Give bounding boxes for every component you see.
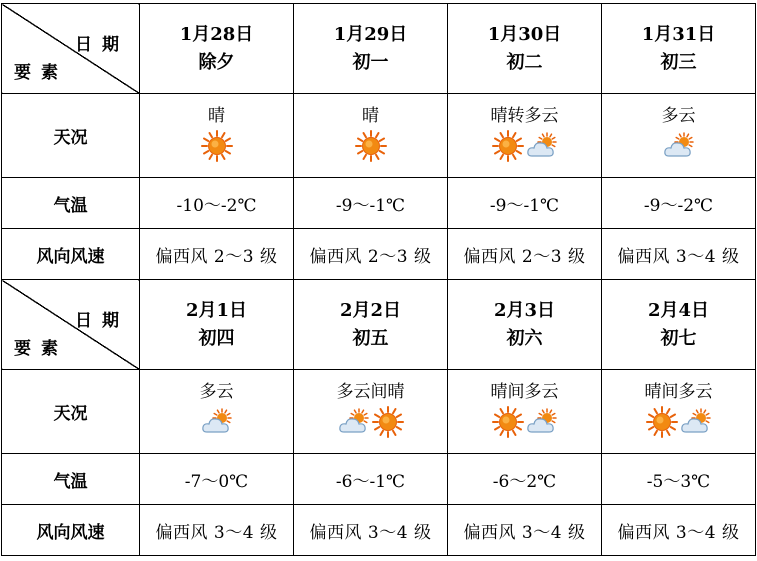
date-cell [140,280,294,370]
temperature-row-label: 气温 [2,454,140,505]
weather-icons [294,130,447,162]
sun-icon [201,130,233,162]
sun-icon [492,406,524,438]
weather-text: 多云间晴 [336,381,405,402]
wind-row [2,229,756,280]
weather-cell [294,370,448,454]
wind-cell: 偏西风 3～4 级 [448,505,602,556]
temperature-cell: -9～-1℃ [294,178,448,229]
weather-icons [448,130,601,162]
weather-row-label: 天况 [2,370,140,454]
date-text: 1月29日 [333,23,408,45]
date-cell [294,280,448,370]
wind-row-label: 风向风速 [2,229,140,280]
lunar-date-text: 除夕 [198,51,235,73]
weather-text: 晴 [208,105,225,126]
date-cell [602,280,756,370]
lunar-date-text: 初二 [506,51,543,73]
sun-icon [372,406,404,438]
weather-cell [602,94,756,178]
temperature-cell: -6～2℃ [448,454,602,505]
date-cell [448,4,602,94]
weather-row [2,370,756,454]
weather-icons [140,406,293,438]
cloud-sun-icon [526,406,558,438]
sun-icon [355,130,387,162]
date-cell [448,280,602,370]
weather-text: 多云 [199,381,234,402]
cloud-sun-icon [338,406,370,438]
temperature-cell: -7～0℃ [140,454,294,505]
weather-cell [602,370,756,454]
date-text: 1月30日 [487,23,562,45]
date-text: 2月2日 [339,299,402,321]
forecast-table [1,3,756,556]
lunar-date-text: 初五 [352,327,389,349]
date-text: 1月28日 [179,23,254,45]
element-header-label: 要素 [14,63,68,83]
date-text: 2月3日 [493,299,556,321]
lunar-date-text: 初六 [506,327,543,349]
lunar-date-text: 初四 [198,327,235,349]
element-header-label: 要素 [14,339,68,359]
wind-cell: 偏西风 3～4 级 [602,229,756,280]
cloud-sun-icon [680,406,712,438]
temperature-row [2,178,756,229]
temperature-cell: -9～-1℃ [448,178,602,229]
weather-row [2,94,756,178]
weather-icons [448,406,601,438]
wind-row-label: 风向风速 [2,505,140,556]
date-cell [602,4,756,94]
temperature-row [2,454,756,505]
lunar-date-text: 初七 [660,327,697,349]
wind-cell: 偏西风 3～4 级 [602,505,756,556]
date-header-label: 日期 [75,35,129,55]
wind-cell: 偏西风 2～3 级 [140,229,294,280]
weather-icons [140,130,293,162]
temperature-cell: -6～-1℃ [294,454,448,505]
date-cell [294,4,448,94]
sun-icon [646,406,678,438]
diagonal-header-cell [2,4,140,94]
temperature-cell: -9～-2℃ [602,178,756,229]
diagonal-header-cell [2,280,140,370]
date-text: 1月31日 [641,23,716,45]
weather-row-label: 天况 [2,94,140,178]
weather-icons [294,406,447,438]
date-cell [140,4,294,94]
cloud-sun-icon [663,130,695,162]
temperature-cell: -5～3℃ [602,454,756,505]
temperature-cell: -10～-2℃ [140,178,294,229]
weather-text: 晴 [362,105,379,126]
weather-cell [448,370,602,454]
weather-cell [140,370,294,454]
date-text: 2月4日 [647,299,710,321]
weather-text: 多云 [661,105,696,126]
lunar-date-text: 初一 [352,51,389,73]
date-row [2,4,756,94]
wind-cell: 偏西风 3～4 级 [140,505,294,556]
date-text: 2月1日 [185,299,248,321]
wind-cell: 偏西风 2～3 级 [294,229,448,280]
cloud-sun-icon [201,406,233,438]
weather-text: 晴间多云 [644,381,713,402]
weather-text: 晴转多云 [490,105,559,126]
date-row [2,280,756,370]
weather-cell [140,94,294,178]
weather-icons [602,406,755,438]
wind-row [2,505,756,556]
sun-icon [492,130,524,162]
wind-cell: 偏西风 2～3 级 [448,229,602,280]
wind-cell: 偏西风 3～4 级 [294,505,448,556]
lunar-date-text: 初三 [660,51,697,73]
weather-icons [602,130,755,162]
weather-cell [448,94,602,178]
weather-text: 晴间多云 [490,381,559,402]
cloud-sun-icon [526,130,558,162]
date-header-label: 日期 [75,311,129,331]
temperature-row-label: 气温 [2,178,140,229]
forecast-page [1,3,756,556]
weather-cell [294,94,448,178]
